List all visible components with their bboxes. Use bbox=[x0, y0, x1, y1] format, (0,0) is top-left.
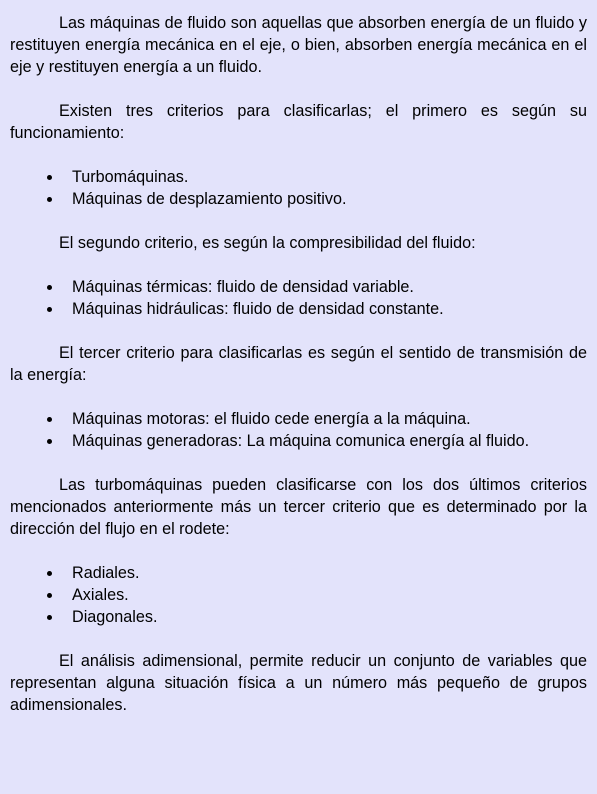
list-item: Máquinas hidráulicas: fluido de densidad constante. bbox=[10, 298, 587, 320]
flow-direction-list bbox=[10, 562, 587, 628]
bullet-icon bbox=[47, 439, 52, 444]
list-item: Máquinas motoras: el fluido cede energía a la máquina. bbox=[10, 408, 587, 430]
functioning-list bbox=[10, 166, 587, 210]
third-criterion-paragraph: El tercer criterio para clasificarlas es según el sentido de transmisión de la energía: bbox=[10, 344, 587, 384]
list-item: Diagonales. bbox=[10, 606, 587, 628]
list-item: Turbomáquinas. bbox=[10, 166, 587, 188]
list-item: Máquinas térmicas: fluido de densidad variable. bbox=[10, 276, 587, 298]
intro-paragraph: Las máquinas de fluido son aquellas que absorben energía de un fluido y restituyen energía mecánica en el eje, o bien, absorben energía mecánica en el eje y restituyen energía a un fluido. bbox=[10, 14, 587, 76]
bullet-icon bbox=[47, 571, 52, 576]
list-item: Axiales. bbox=[10, 584, 587, 606]
list-item: Radiales. bbox=[10, 562, 587, 584]
criteria-intro-paragraph: Existen tres criterios para clasificarlas; el primero es según su funcionamiento: bbox=[10, 102, 587, 142]
transmission-list bbox=[10, 408, 587, 452]
list-item: Máquinas generadoras: La máquina comunica energía al fluido. bbox=[10, 430, 587, 452]
bullet-icon bbox=[47, 615, 52, 620]
compressibility-list bbox=[10, 276, 587, 320]
bullet-icon bbox=[47, 593, 52, 598]
bullet-icon bbox=[47, 197, 52, 202]
bullet-icon bbox=[47, 175, 52, 180]
bullet-icon bbox=[47, 417, 52, 422]
list-item: Máquinas de desplazamiento positivo. bbox=[10, 188, 587, 210]
bullet-icon bbox=[47, 307, 52, 312]
dimensional-analysis-paragraph: El análisis adimensional, permite reducir un conjunto de variables que representan alguna situación física a un número más pequeño de grupos adimensionales. bbox=[10, 652, 587, 714]
bullet-icon bbox=[47, 285, 52, 290]
turbomachine-paragraph: Las turbomáquinas pueden clasificarse con los dos últimos criterios mencionados anteriormente más un tercer criterio que es determinado por la dirección del flujo en el rodete: bbox=[10, 476, 587, 538]
second-criterion-paragraph: El segundo criterio, es según la compresibilidad del fluido: bbox=[59, 234, 476, 252]
